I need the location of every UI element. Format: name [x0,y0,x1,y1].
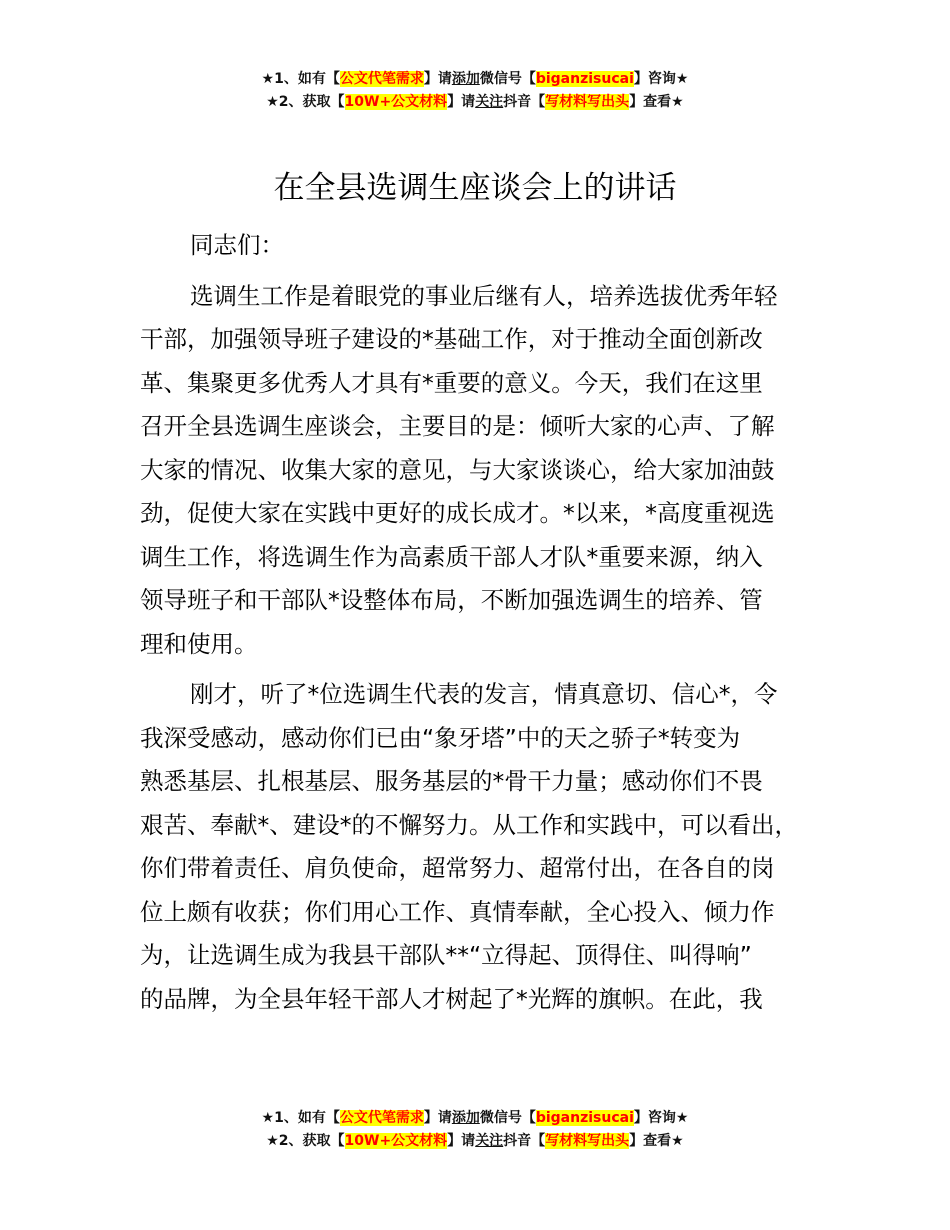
banner-underlined: 添加 [451,1110,480,1126]
banner-text: 微信号【 [479,1110,536,1126]
banner-highlight: 10W+公文材料 [344,94,448,110]
banner-underlined: 关注 [475,1133,504,1149]
paragraph-line: 刚才，听了*位选调生代表的发言，情真意切、信心*，令 [190,680,778,708]
document-title: 在全县选调生座谈会上的讲话 [273,170,677,206]
salutation-text: 同志们： [190,231,284,259]
paragraph-line: 调生工作，将选调生作为高素质干部人才队*重要来源，纳入 [140,542,763,571]
paragraph-line: 艰苦、奉献*、建设*的不懈努力。从工作和实践中，可以看出， [140,810,798,839]
salutation [140,224,834,268]
paragraph-line: 的品牌，为全县年轻干部人才树起了*光辉的旗帜。在此，我 [140,984,763,1013]
banner-line-1 [0,68,950,91]
banner-line-1 [0,1107,950,1130]
banner-highlight: biganzisucai [535,1110,634,1126]
banner-highlight: 公文代笔需求 [339,1110,424,1126]
paragraph-1 [140,275,834,667]
paragraph-line: 选调生工作是着眼党的事业后继有人，培养选拔优秀年轻 [190,281,778,310]
paragraph-line: 为，让选调生成为我县干部队**“立得起、顶得住、叫得响” [140,941,752,969]
paragraph-line: 革、集聚更多优秀人才具有*重要的意义。今天，我们在这里 [140,368,763,397]
banner-text: 】请 [423,71,452,87]
banner-highlight: 10W+公文材料 [344,1133,448,1149]
paragraph-line: 熟悉基层、扎根基层、服务基层的*骨干力量；感动你们不畏 [140,767,763,795]
banner-text: 抖音【 [503,1133,546,1149]
paragraph-line: 劲，促使大家在实践中更好的成长成才。*以来，*高度重视选 [140,499,775,527]
banner-line-2 [0,91,950,114]
banner-highlight: 公文代笔需求 [339,71,424,87]
paragraph-2 [140,673,834,1021]
header-banner [0,68,950,114]
paragraph-line: 召开全县选调生座谈会，主要目的是：倾听大家的心声、了解 [140,412,775,440]
paragraph-line: 大家的情况、收集大家的意见，与大家谈谈心，给大家加油鼓 [140,455,775,484]
banner-text: ★2、获取【 [266,94,345,110]
banner-text: ★1、如有【 [261,1110,340,1126]
banner-line-2 [0,1130,950,1153]
paragraph-line: 位上颇有收获；你们用心工作、真情奉献，全心投入、倾力作 [140,897,775,926]
banner-text: 】请 [447,1133,476,1149]
banner-highlight: biganzisucai [535,71,634,87]
banner-underlined: 关注 [475,94,504,110]
banner-text: 】咨询★ [633,1110,689,1126]
banner-text: 】咨询★ [633,71,689,87]
paragraph-line: 理和使用。 [140,629,258,658]
banner-text: ★1、如有【 [261,71,340,87]
banner-text: 微信号【 [479,71,536,87]
paragraph-line: 领导班子和干部队*设整体布局，不断加强选调生的培养、管 [140,586,763,614]
paragraph-line: 干部，加强领导班子建设的*基础工作，对于推动全面创新改 [140,325,763,353]
banner-text: ★2、获取【 [266,1133,345,1149]
banner-text: 】请 [423,1110,452,1126]
banner-underlined: 添加 [451,71,480,87]
banner-text: 】查看★ [629,94,684,110]
banner-text: 】查看★ [629,1133,684,1149]
banner-text: 】请 [447,94,476,110]
paragraph-line: 我深受感动，感动你们已由“象牙塔”中的天之骄子*转变为 [140,723,741,752]
banner-highlight: 写材料写出头 [545,94,630,110]
footer-banner [0,1107,950,1153]
paragraph-line: 你们带着责任、肩负使命，超常努力、超常付出，在各自的岗 [140,854,775,882]
banner-text: 抖音【 [503,94,546,110]
banner-highlight: 写材料写出头 [545,1133,630,1149]
document-body [140,224,834,1021]
